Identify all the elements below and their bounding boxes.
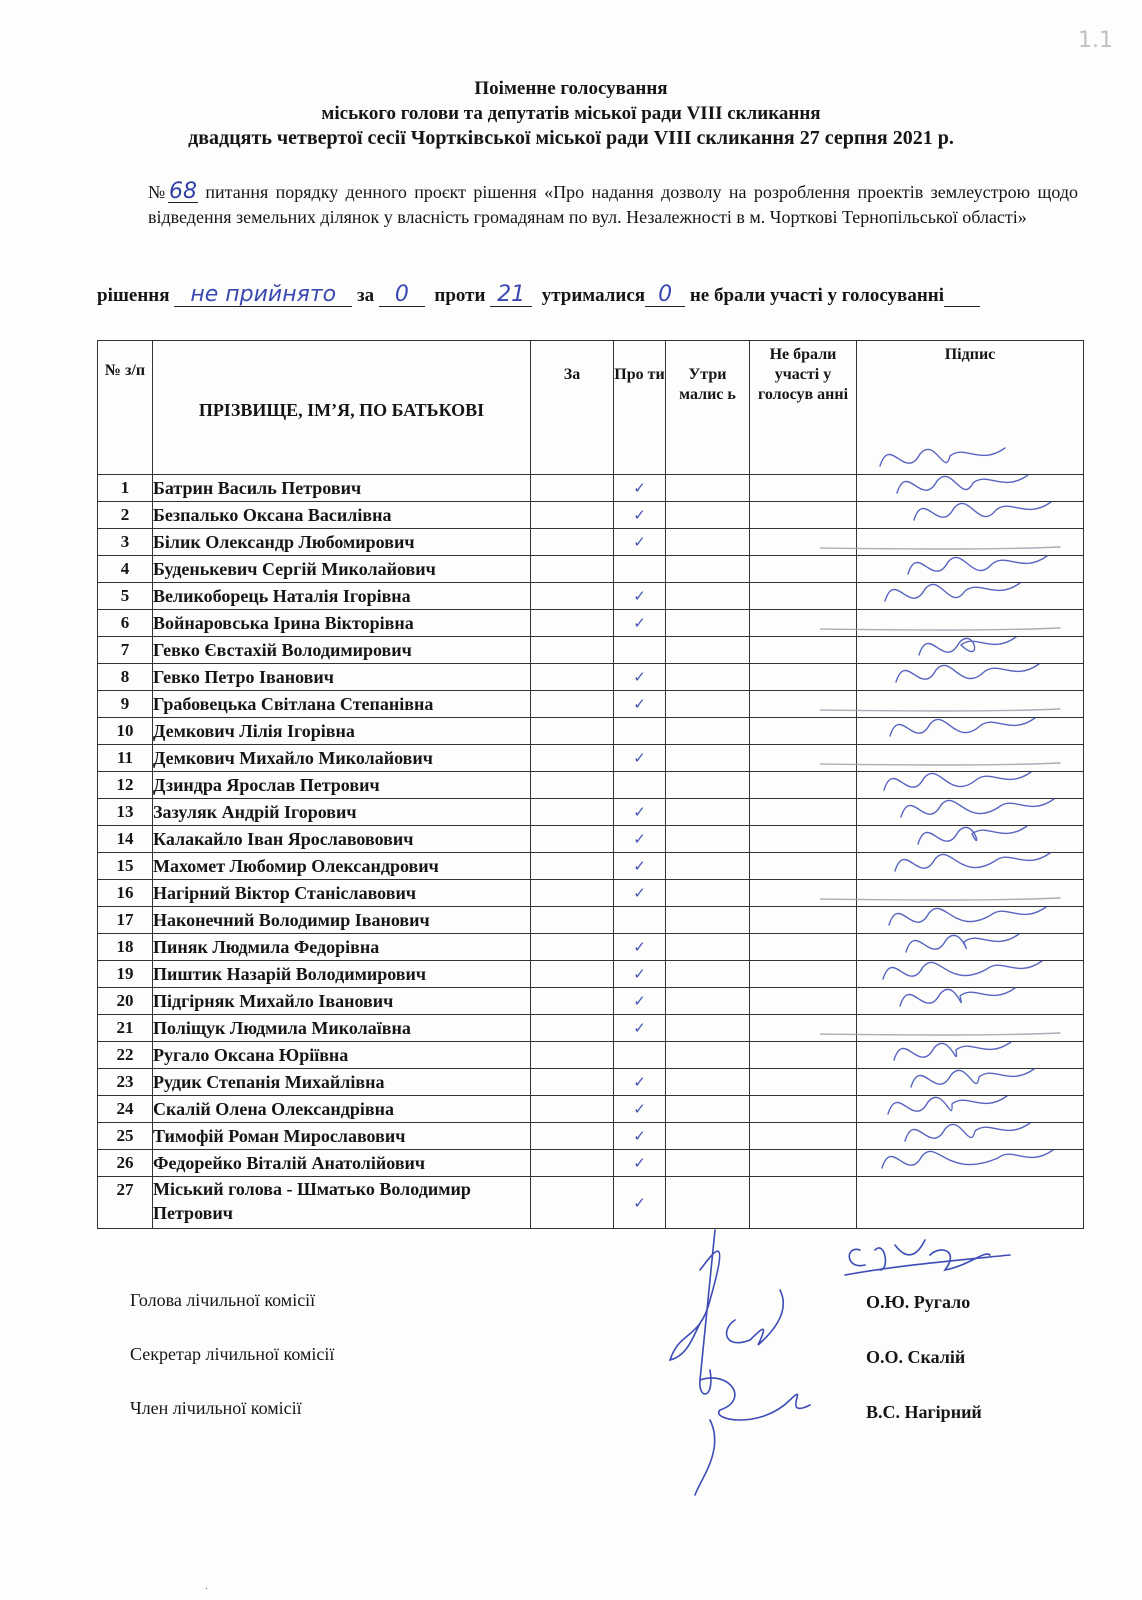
vote-for-cell xyxy=(531,1096,614,1123)
deputy-name: Ругало Оксана Юріївна xyxy=(153,1042,531,1069)
deputy-name: Нагірний Віктор Станіславович xyxy=(153,880,531,907)
row-number: 2 xyxy=(98,502,153,529)
deputy-signature xyxy=(883,961,1042,979)
vote-against-cell: ✓ xyxy=(614,1177,666,1229)
vote-for-cell xyxy=(531,691,614,718)
deputy-signature xyxy=(918,826,1027,844)
vote-for-cell xyxy=(531,745,614,772)
vote-abstained-cell xyxy=(666,1069,750,1096)
vote-for-cell xyxy=(531,1069,614,1096)
vote-against-cell: ✓ xyxy=(614,1150,666,1177)
header-not-voted: Не брали участі у голосув анні xyxy=(750,341,857,475)
row-number: 27 xyxy=(98,1177,153,1229)
row-number: 22 xyxy=(98,1042,153,1069)
deputy-signature xyxy=(908,556,1047,574)
deputy-signature xyxy=(919,637,1016,655)
strike-through-line xyxy=(820,898,1060,900)
strike-through-line xyxy=(820,547,1060,549)
member-label: Член лічильної комісії xyxy=(130,1398,302,1418)
row-number: 5 xyxy=(98,583,153,610)
vote-abstained-cell xyxy=(666,826,750,853)
deputy-signature xyxy=(906,934,1019,952)
deputy-name: Демкович Лілія Ігорівна xyxy=(153,718,531,745)
vote-against-cell: ✓ xyxy=(614,799,666,826)
vote-abstained-cell xyxy=(666,1042,750,1069)
vote-against-cell: ✓ xyxy=(614,988,666,1015)
vote-abstained-cell xyxy=(666,961,750,988)
vote-for-cell xyxy=(531,664,614,691)
vote-against-cell: ✓ xyxy=(614,610,666,637)
deputy-signature xyxy=(914,502,1051,520)
deputy-signature xyxy=(888,1096,1007,1114)
deputy-name: Безпалько Оксана Василівна xyxy=(153,502,531,529)
row-number: 6 xyxy=(98,610,153,637)
vote-for-cell xyxy=(531,637,614,664)
row-number: 13 xyxy=(98,799,153,826)
secretary-name: О.О. Скалій xyxy=(866,1347,966,1367)
vote-abstained-cell xyxy=(666,880,750,907)
deputy-signature xyxy=(900,988,1015,1006)
vote-against-cell: ✓ xyxy=(614,502,666,529)
deputy-name: Гевко Петро Іванович xyxy=(153,664,531,691)
vote-against-cell: ✓ xyxy=(614,826,666,853)
vote-against-cell: ✓ xyxy=(614,475,666,502)
vote-for-cell xyxy=(531,583,614,610)
abstained-count: 0 xyxy=(645,284,685,307)
row-number: 11 xyxy=(98,745,153,772)
deputy-name: Федорейко Віталій Анатолійович xyxy=(153,1150,531,1177)
vote-abstained-cell xyxy=(666,1096,750,1123)
deputy-signature xyxy=(911,1069,1034,1087)
vote-against-cell: ✓ xyxy=(614,880,666,907)
vote-abstained-cell xyxy=(666,691,750,718)
document-subtitle: міського голови та депутатів міської ради VIII скликання xyxy=(321,103,821,124)
vote-abstained-cell xyxy=(666,718,750,745)
vote-abstained-cell xyxy=(666,664,750,691)
vote-abstained-cell xyxy=(666,1123,750,1150)
deputy-name: Поліщук Людмила Миколаївна xyxy=(153,1015,531,1042)
strike-through-line xyxy=(820,763,1060,765)
row-number: 24 xyxy=(98,1096,153,1123)
deputy-signature xyxy=(905,1123,1030,1141)
vote-against-cell xyxy=(614,772,666,799)
vote-abstained-cell xyxy=(666,610,750,637)
vote-for-cell xyxy=(531,529,614,556)
vote-for-cell xyxy=(531,1015,614,1042)
deputy-name: Буденькевич Сергій Миколайович xyxy=(153,556,531,583)
deputy-signature xyxy=(882,1150,1053,1168)
vote-abstained-cell xyxy=(666,556,750,583)
vote-for-cell xyxy=(531,610,614,637)
question-number: 68 xyxy=(169,179,198,204)
row-number: 18 xyxy=(98,934,153,961)
deputy-name: Дзиндра Ярослав Петрович xyxy=(153,772,531,799)
row-number: 21 xyxy=(98,1015,153,1042)
vote-for-cell xyxy=(531,907,614,934)
row-number: 4 xyxy=(98,556,153,583)
deputy-name: Демкович Михайло Миколайович xyxy=(153,745,531,772)
vote-against-cell: ✓ xyxy=(614,961,666,988)
vote-against-cell xyxy=(614,907,666,934)
chair-name: О.Ю. Ругало xyxy=(866,1292,971,1312)
deputy-name: Наконечний Володимир Іванович xyxy=(153,907,531,934)
vote-abstained-cell xyxy=(666,583,750,610)
not-voted-label: не брали участі у голосуванні xyxy=(689,285,944,306)
vote-against-cell: ✓ xyxy=(614,1015,666,1042)
row-number: 16 xyxy=(98,880,153,907)
vote-abstained-cell xyxy=(666,475,750,502)
vote-against-cell: ✓ xyxy=(614,529,666,556)
deputy-name: Войнаровська Ірина Вікторівна xyxy=(153,610,531,637)
vote-for-cell xyxy=(531,853,614,880)
vote-against-cell xyxy=(614,556,666,583)
vote-for-cell xyxy=(531,961,614,988)
row-number: 12 xyxy=(98,772,153,799)
header-signature: Підпис xyxy=(857,341,1084,475)
vote-against-cell: ✓ xyxy=(614,691,666,718)
deputy-name: Підгірняк Михайло Іванович xyxy=(153,988,531,1015)
vote-abstained-cell xyxy=(666,529,750,556)
row-number: 1 xyxy=(98,475,153,502)
vote-for-cell xyxy=(531,934,614,961)
row-number: 17 xyxy=(98,907,153,934)
vote-abstained-cell xyxy=(666,502,750,529)
row-number: 3 xyxy=(98,529,153,556)
vote-against-cell xyxy=(614,1042,666,1069)
deputy-name: Пиняк Людмила Федорівна xyxy=(153,934,531,961)
question-number-prefix: № xyxy=(148,182,169,202)
deputy-signature xyxy=(901,799,1054,817)
deputy-name: Тимофій Роман Мирославович xyxy=(153,1123,531,1150)
row-number: 19 xyxy=(98,961,153,988)
vote-against-cell: ✓ xyxy=(614,745,666,772)
vote-against-cell: ✓ xyxy=(614,583,666,610)
decision-line xyxy=(97,284,1087,307)
vote-abstained-cell xyxy=(666,1150,750,1177)
against-count: 21 xyxy=(490,284,532,307)
not-voted-count xyxy=(944,306,980,307)
session-line: двадцять четвертої сесії Чортківської міської ради VIII скликання 27 серпня 2021 р. xyxy=(188,127,954,149)
deputy-signature xyxy=(884,772,1031,790)
row-number: 26 xyxy=(98,1150,153,1177)
deputy-name: Батрин Василь Петрович xyxy=(153,475,531,502)
vote-for-cell xyxy=(531,1150,614,1177)
vote-for-cell xyxy=(531,475,614,502)
for-count: 0 xyxy=(379,284,425,307)
vote-abstained-cell xyxy=(666,637,750,664)
abstained-label: утрималися xyxy=(541,285,646,306)
row-number: 8 xyxy=(98,664,153,691)
vote-for-cell xyxy=(531,718,614,745)
page-corner-mark: 1.1 xyxy=(1078,28,1113,53)
vote-against-cell: ✓ xyxy=(614,1069,666,1096)
deputy-name: Махомет Любомир Олександрович xyxy=(153,853,531,880)
vote-for-cell xyxy=(531,799,614,826)
deputy-name: Пиштик Назарій Володимирович xyxy=(153,961,531,988)
header-name: ПРІЗВИЩЕ, ІМ’Я, ПО БАТЬКОВІ xyxy=(153,341,531,475)
deputy-name: Великоборець Наталія Ігорівна xyxy=(153,583,531,610)
vote-against-cell: ✓ xyxy=(614,934,666,961)
deputy-name: Зазуляк Андрій Ігорович xyxy=(153,799,531,826)
deputy-name: Скалій Олена Олександрівна xyxy=(153,1096,531,1123)
vote-for-cell xyxy=(531,880,614,907)
member-name: В.С. Нагірний xyxy=(866,1402,982,1422)
vote-for-cell xyxy=(531,1042,614,1069)
vote-against-cell xyxy=(614,637,666,664)
strike-through-line xyxy=(820,628,1060,630)
vote-for-cell xyxy=(531,1177,614,1229)
row-number: 10 xyxy=(98,718,153,745)
vote-abstained-cell xyxy=(666,988,750,1015)
strike-through-line xyxy=(820,709,1060,711)
for-label: за xyxy=(357,285,375,306)
vote-abstained-cell xyxy=(666,1015,750,1042)
vote-for-cell xyxy=(531,502,614,529)
scan-speck: · xyxy=(205,1584,209,1595)
deputy-name: Грабовецька Світлана Степанівна xyxy=(153,691,531,718)
strike-through-line xyxy=(820,1033,1060,1035)
row-number: 7 xyxy=(98,637,153,664)
header-for: За xyxy=(531,341,614,475)
vote-against-cell: ✓ xyxy=(614,664,666,691)
row-number: 14 xyxy=(98,826,153,853)
vote-for-cell xyxy=(531,556,614,583)
against-label: проти xyxy=(434,285,486,306)
agenda-question xyxy=(148,180,1078,230)
deputy-name: Білик Олександр Любомирович xyxy=(153,529,531,556)
vote-for-cell xyxy=(531,988,614,1015)
vote-against-cell: ✓ xyxy=(614,853,666,880)
deputy-name: Міський голова - Шматько Володимир Петрович xyxy=(153,1177,531,1229)
decision-label: рішення xyxy=(97,285,170,306)
question-text: питання порядку денного проєкт рішення «Про надання дозволу на розроблення проектів землеустрою щодо відведення земельних ділянок у власність громадянам по вул. Незалежності в м. Чорткові Тернопільської області» xyxy=(148,182,1078,227)
decision-value: не прийнято xyxy=(174,284,352,307)
vote-abstained-cell xyxy=(666,772,750,799)
deputy-signature xyxy=(889,907,1046,925)
vote-abstained-cell xyxy=(666,907,750,934)
row-number: 9 xyxy=(98,691,153,718)
header-against: Про ти xyxy=(614,341,666,475)
secretary-label: Секретар лічильної комісії xyxy=(130,1344,335,1364)
row-number: 25 xyxy=(98,1123,153,1150)
deputy-signature xyxy=(897,475,1028,493)
chair-label: Голова лічильної комісії xyxy=(130,1290,316,1310)
deputy-name: Калакайло Іван Ярославовович xyxy=(153,826,531,853)
vote-against-cell: ✓ xyxy=(614,1096,666,1123)
deputy-signature xyxy=(885,583,1020,601)
deputy-signature xyxy=(895,853,1050,871)
deputy-signature xyxy=(880,448,1005,466)
vote-abstained-cell xyxy=(666,934,750,961)
vote-abstained-cell xyxy=(666,799,750,826)
header-abstained: Утри малис ь xyxy=(666,341,750,475)
deputy-name: Рудик Степанія Михайлівна xyxy=(153,1069,531,1096)
vote-for-cell xyxy=(531,826,614,853)
deputy-signature xyxy=(894,1042,1011,1060)
vote-abstained-cell xyxy=(666,745,750,772)
row-number: 15 xyxy=(98,853,153,880)
deputy-name: Гевко Євстахій Володимирович xyxy=(153,637,531,664)
deputy-signature xyxy=(890,718,1035,736)
vote-for-cell xyxy=(531,772,614,799)
header-number: № з/п xyxy=(98,341,153,475)
document-title: Поіменне голосування xyxy=(474,78,668,99)
vote-abstained-cell xyxy=(666,853,750,880)
vote-for-cell xyxy=(531,1123,614,1150)
row-number: 23 xyxy=(98,1069,153,1096)
row-number: 20 xyxy=(98,988,153,1015)
vote-against-cell: ✓ xyxy=(614,1123,666,1150)
signature-column-overlay xyxy=(820,440,1080,1280)
deputy-signature xyxy=(896,664,1039,682)
vote-against-cell xyxy=(614,718,666,745)
